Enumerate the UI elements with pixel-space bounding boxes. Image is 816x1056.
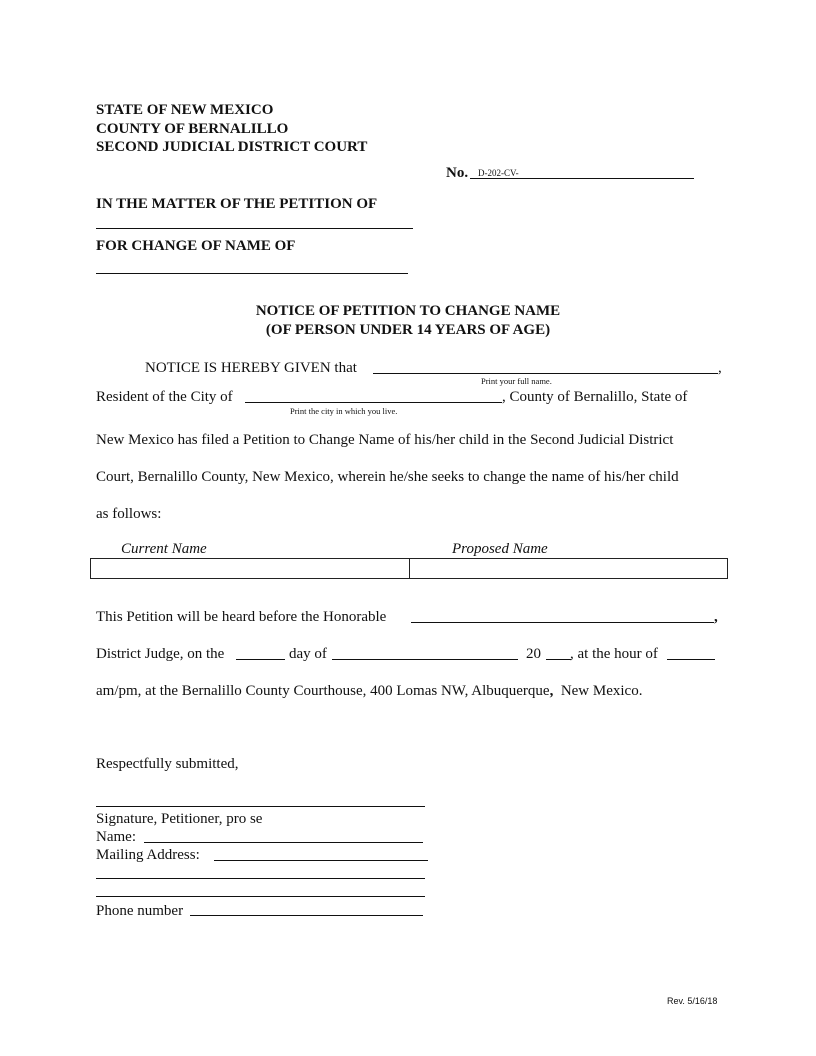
case-number-field[interactable] (470, 178, 694, 179)
hearing-date-text-a: District Judge, on the (96, 646, 225, 662)
full-name-field[interactable] (373, 373, 718, 374)
court-district-heading: SECOND JUDICIAL DISTRICT COURT (96, 139, 368, 155)
signature-field[interactable] (96, 806, 425, 807)
mailing-address-field-2[interactable] (96, 878, 425, 879)
hearing-location-part-1: am/pm, at the Bernalillo County Courthouse, 400 Lomas NW, Albuquerque (96, 683, 550, 699)
resident-prefix: Resident of the City of (96, 389, 233, 405)
case-number-label: No. (446, 165, 469, 181)
notice-title: NOTICE OF PETITION TO CHANGE NAME (255, 303, 561, 319)
city-field[interactable] (245, 402, 502, 403)
body-text-line-2: Court, Bernalillo County, New Mexico, wherein he/she seeks to change the name of his/her child (96, 469, 679, 485)
body-text-line-1: New Mexico has filed a Petition to Change Name of his/her child in the Second Judicial District (96, 432, 674, 448)
signature-label: Signature, Petitioner, pro se (96, 811, 263, 827)
hearing-hour-field[interactable] (667, 659, 715, 660)
body-text-line-3: as follows: (96, 506, 162, 522)
proposed-name-header: Proposed Name (452, 541, 548, 557)
hearing-year-field[interactable] (546, 659, 571, 660)
proposed-name-cell[interactable] (409, 558, 728, 579)
hearing-comma: , (714, 609, 718, 625)
revision-date: Rev. 5/16/18 (667, 996, 718, 1006)
current-name-header: Current Name (121, 541, 207, 557)
judge-name-field[interactable] (411, 622, 714, 623)
hearing-month-field[interactable] (332, 659, 518, 660)
hearing-date-text-d: , at the hour of (570, 646, 658, 662)
petitioner-name-field[interactable] (96, 228, 413, 229)
notice-prefix: NOTICE IS HEREBY GIVEN that (145, 360, 357, 376)
court-state-heading: STATE OF NEW MEXICO (96, 102, 274, 118)
hearing-location-part-2: New Mexico. (553, 683, 643, 699)
notice-subtitle: (OF PERSON UNDER 14 YEARS OF AGE) (265, 322, 551, 338)
name-field[interactable] (144, 842, 423, 843)
city-hint: Print the city in which you live. (290, 406, 398, 416)
matter-heading: IN THE MATTER OF THE PETITION OF (96, 196, 378, 212)
notice-comma: , (718, 360, 722, 376)
full-name-hint: Print your full name. (481, 376, 552, 386)
child-name-field[interactable] (96, 273, 408, 274)
mailing-address-field-3[interactable] (96, 896, 425, 897)
hearing-date-text-b: day of (289, 646, 327, 662)
hearing-day-field[interactable] (236, 659, 285, 660)
mailing-address-field-1[interactable] (214, 860, 428, 861)
mailing-address-label: Mailing Address: (96, 847, 200, 863)
name-label: Name: (96, 829, 136, 845)
hearing-date-text-c: 20 (526, 646, 541, 662)
resident-suffix: , County of Bernalillo, State of (502, 389, 688, 405)
phone-label: Phone number (96, 903, 184, 919)
case-number-prefix: D-202-CV- (478, 168, 519, 178)
hearing-location-text (96, 682, 642, 700)
change-name-heading: FOR CHANGE OF NAME OF (96, 238, 296, 254)
hearing-location-comma: , (549, 683, 554, 699)
closing-text: Respectfully submitted, (96, 756, 239, 772)
hearing-prefix: This Petition will be heard before the Honorable (96, 609, 387, 625)
phone-field[interactable] (190, 915, 423, 916)
current-name-cell[interactable] (90, 558, 410, 579)
court-county-heading: COUNTY OF BERNALILLO (96, 121, 289, 137)
